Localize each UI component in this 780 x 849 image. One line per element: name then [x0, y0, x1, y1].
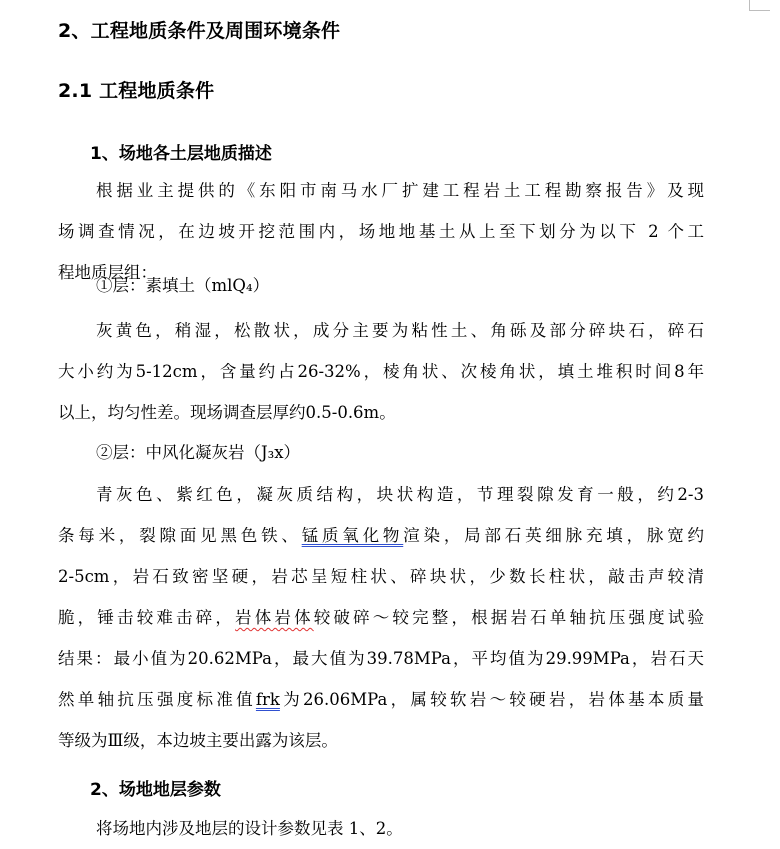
- layer-2-line-2-marked: 锰质氧化物: [301, 526, 404, 545]
- heading-2: 2.1 工程地质条件: [58, 80, 215, 102]
- layer-2-line-7: 等级为Ⅲ级，本边坡主要出露为该层。: [58, 731, 338, 750]
- layer-2-line-6-post: 为26.06MPa，属较软岩～较硬岩，岩体基本质量: [279, 690, 704, 709]
- section-2-title: 2、场地地层参数: [90, 780, 221, 800]
- layer-2-title: ②层：中风化凝灰岩（J₃x）: [96, 443, 301, 462]
- page-corner-mark: [749, 0, 770, 11]
- section-2-text: 将场地内涉及地层的设计参数见表 1、2。: [96, 819, 403, 838]
- layer-1-line-3: 以上，均匀性差。现场调查层厚约0.5-0.6m。: [58, 403, 396, 422]
- layer-2-paragraph: [58, 474, 704, 761]
- layer-2-line-2-post: 渲染，局部石英细脉充填，脉宽约: [403, 526, 705, 545]
- layer-1-line-1: 灰黄色，稍湿，松散状，成分主要为粘性土、角砾及部分碎块石，碎石: [96, 321, 704, 340]
- layer-1-paragraph: [58, 310, 704, 433]
- layer-2-line-4-marked: 岩体岩体: [235, 608, 314, 627]
- layer-2-line-6: [58, 679, 704, 720]
- layer-1-line-2: 大小约为5-12cm，含量约占26-32%，棱角状、次棱角状，填土堆积时间8年: [58, 362, 704, 381]
- section-1-title: 1、场地各土层地质描述: [90, 144, 272, 164]
- layer-1-title: ①层：素填土（mlQ₄）: [96, 276, 270, 295]
- layer-2-line-3: 2-5cm，岩石致密坚硬，岩芯呈短柱状、碎块状，少数长柱状，敲击声较清: [58, 567, 704, 586]
- layer-2-line-4: [58, 597, 704, 638]
- layer-2-line-1: 青灰色、紫红色，凝灰质结构，块状构造，节理裂隙发育一般，约2-3: [96, 485, 704, 504]
- intro-line-1: 根据业主提供的《东阳市南马水厂扩建工程岩土工程勘察报告》及现: [96, 181, 704, 200]
- layer-2-line-4-post: 较破碎～较完整，根据岩石单轴抗压强度试验: [313, 608, 704, 627]
- intro-line-3: 程地质层组：: [58, 263, 157, 282]
- layer-2-line-6-pre: 然单轴抗压强度标准值: [58, 690, 256, 709]
- layer-2-line-4-pre: 脆，锤击较难击碎，: [58, 608, 236, 627]
- layer-2-line-6-marked: frk: [255, 690, 280, 709]
- intro-line-2: 场调查情况，在边坡开挖范围内，场地地基土从上至下划分为以下 2 个工: [58, 222, 704, 241]
- layer-2-line-5: 结果：最小值为20.62MPa，最大值为39.78MPa，平均值为29.99MPa，岩石天: [58, 649, 704, 668]
- heading-1: 2、工程地质条件及周围环境条件: [58, 20, 341, 42]
- layer-2-line-2: [58, 515, 704, 556]
- layer-2-line-2-pre: 条每米，裂隙面见黑色铁、: [58, 526, 302, 545]
